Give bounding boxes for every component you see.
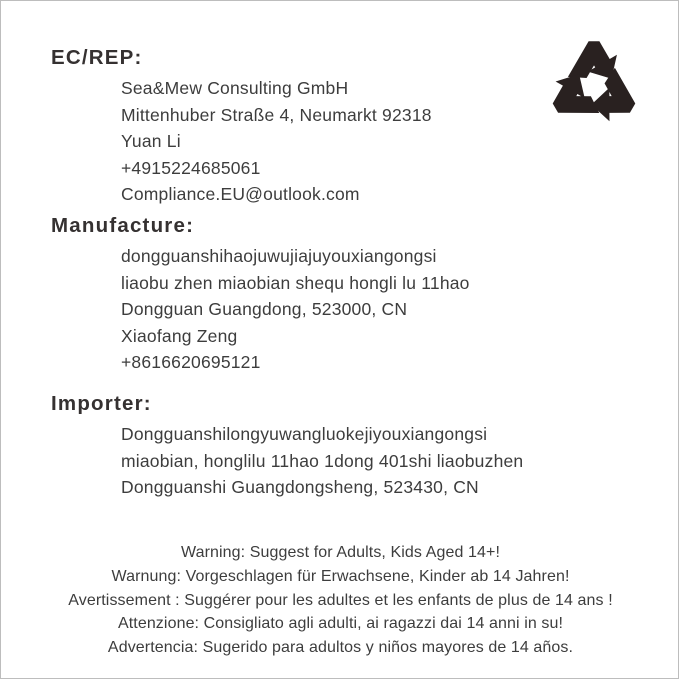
ec-rep-email: Compliance.EU@outlook.com — [121, 184, 360, 205]
section-ec-rep — [51, 45, 432, 208]
ec-rep-company: Sea&Mew Consulting GmbH — [121, 78, 349, 98]
recycling-icon — [538, 32, 650, 136]
importer-city: Dongguanshi Guangdongsheng, 523430, CN — [121, 477, 479, 498]
manufacture-street: liaobu zhen miaobian shequ hongli lu 11hao — [121, 272, 470, 293]
manufacture-phone: +8616620695121 — [121, 352, 261, 373]
warning-block — [1, 541, 679, 660]
warning-line-en: Warning: Suggest for Adults, Kids Aged 14+! — [180, 544, 500, 561]
importer-company: Dongguanshilongyuwangluokejiyouxiangongsi — [121, 424, 488, 444]
warning-line-de: Warnung: Vorgeschlagen für Erwachsene, Kinder ab 14 Jahren! — [111, 567, 570, 585]
ec-rep-contact-name: Yuan Li — [121, 131, 181, 152]
ec-rep-heading: EC/REP: — [51, 46, 143, 69]
warning-line-es: Advertencia: Sugerido para adultos y niños mayores de 14 años. — [107, 639, 574, 657]
warning-line-fr: Avertissement : Suggérer pour les adultes et les enfants de plus de 14 ans ! — [68, 591, 613, 609]
ec-rep-address: Mittenhuber Straße 4, Neumarkt 92318 — [121, 104, 432, 125]
importer-heading: Importer: — [51, 392, 152, 415]
manufacture-heading: Manufacture: — [51, 214, 195, 237]
importer-lines — [51, 421, 523, 501]
importer-street: miaobian, honglilu 11hao 1dong 401shi liaobuzhen — [121, 450, 524, 471]
warning-line-it: Attenzione: Consigliato agli adulti, ai ragazzi dai 14 anni in su! — [117, 615, 564, 633]
manufacture-company: dongguanshihaojuwujiajuyouxiangongsi — [121, 246, 437, 266]
section-importer — [51, 391, 523, 501]
ec-rep-lines — [51, 75, 432, 208]
manufacture-lines — [51, 243, 470, 376]
manufacture-contact-name: Xiaofang Zeng — [121, 325, 238, 346]
ec-rep-phone: +4915224685061 — [121, 157, 261, 178]
manufacture-city: Dongguan Guangdong, 523000, CN — [121, 299, 408, 320]
section-manufacture — [51, 213, 470, 376]
